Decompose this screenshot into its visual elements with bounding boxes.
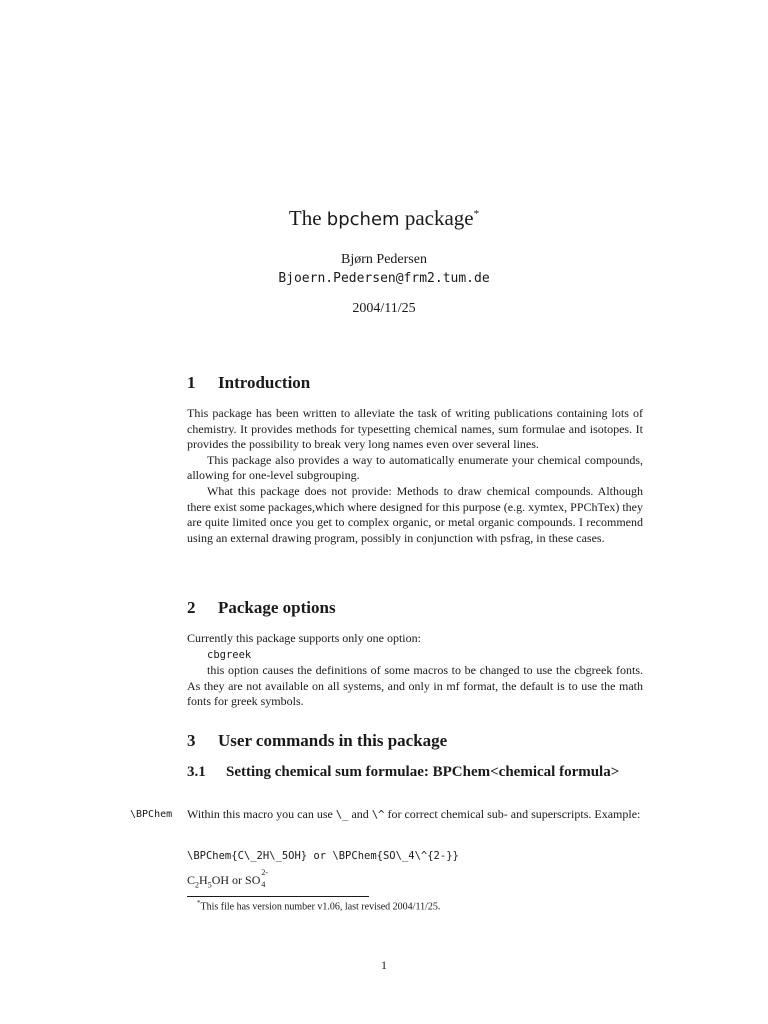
- options-body: [187, 631, 643, 710]
- footnote-mark: *: [197, 899, 201, 907]
- section-title: Introduction: [218, 373, 311, 392]
- subsection-number: 3.1: [187, 764, 206, 780]
- section-title: Package options: [218, 598, 336, 617]
- code-example-sulfate: \BPChem{SO\_4\^{2-}}: [332, 850, 459, 862]
- code-example-ethanol: \BPChem{C\_2H\_5OH}: [187, 850, 308, 862]
- section-number: 2: [187, 598, 196, 617]
- command-description: Within this macro you can use \_ and \^ for correct chemical sub- and superscripts. Example:: [187, 807, 641, 821]
- footnote-text: This file has version number v1.06, last revised 2004/11/25.: [200, 901, 441, 913]
- section-number: 1: [187, 373, 196, 392]
- section-heading-introduction: [187, 373, 310, 393]
- intro-paragraph-2: This package also provides a way to automatically enumerate your chemical compounds, allowing for one-level subgrouping.: [187, 452, 643, 483]
- introduction-body: [187, 406, 643, 546]
- title-prefix: The: [288, 206, 327, 230]
- document-date: 2004/11/25: [352, 301, 416, 316]
- section-number: 3: [187, 731, 196, 750]
- option-description: this option causes the definitions of some macros to be changed to use the cbgreek fonts. As they are not available on all systems, and only in mf format, the default is to use the math fonts for greek symbols.: [187, 663, 643, 709]
- intro-paragraph-3: What this package does not provide: Methods to draw chemical compounds. Although there exist some packages,which where designed for this purpose (e.g. xymtex, PPChTex) they are quite limited once you get to complex organic, or metal organic compounds. I recommend using an external drawing program, possibly in conjunction with psfrag, in these cases.: [187, 483, 643, 545]
- title-footnote-mark: *: [473, 208, 480, 220]
- section-heading-package-options: [187, 598, 336, 618]
- inline-code-subscript: \_: [335, 809, 349, 821]
- title-suffix: package: [399, 206, 474, 230]
- option-name: cbgreek: [207, 648, 252, 661]
- title-package-name: bpchem: [326, 209, 400, 230]
- code-example: \BPChem{C\_2H\_5OH} or \BPChem{SO\_4\^{2-}}: [187, 850, 459, 862]
- document-title: [0, 206, 768, 231]
- intro-paragraph-1: This package has been written to alleviate the task of writing publications containing lots of chemistry. It provides methods for typesetting chemical names, sum formulae and isotopes. It provides the possibility to break very long names even over several lines.: [187, 406, 643, 452]
- section-heading-user-commands: [187, 731, 447, 751]
- author-email: Bjoern.Pedersen@frm2.tum.de: [278, 271, 490, 286]
- subsection-heading-sum-formulae: [187, 763, 643, 803]
- subsection-title: Setting chemical sum formulae: BPChem<chemical formula>: [226, 764, 620, 780]
- author-name: Bjørn Pedersen: [341, 252, 427, 267]
- options-lead: Currently this package supports only one option:: [187, 631, 421, 645]
- section-title: User commands in this package: [218, 731, 448, 750]
- footnote: [197, 899, 440, 912]
- footnote-rule: [187, 896, 369, 897]
- margin-macro-name: \BPChem: [130, 809, 173, 820]
- page-number: 1: [381, 958, 387, 972]
- rendered-formula-example: $C_2H_5OH$ or SO 2- 4: [187, 868, 269, 890]
- inline-code-superscript: \^: [371, 809, 385, 821]
